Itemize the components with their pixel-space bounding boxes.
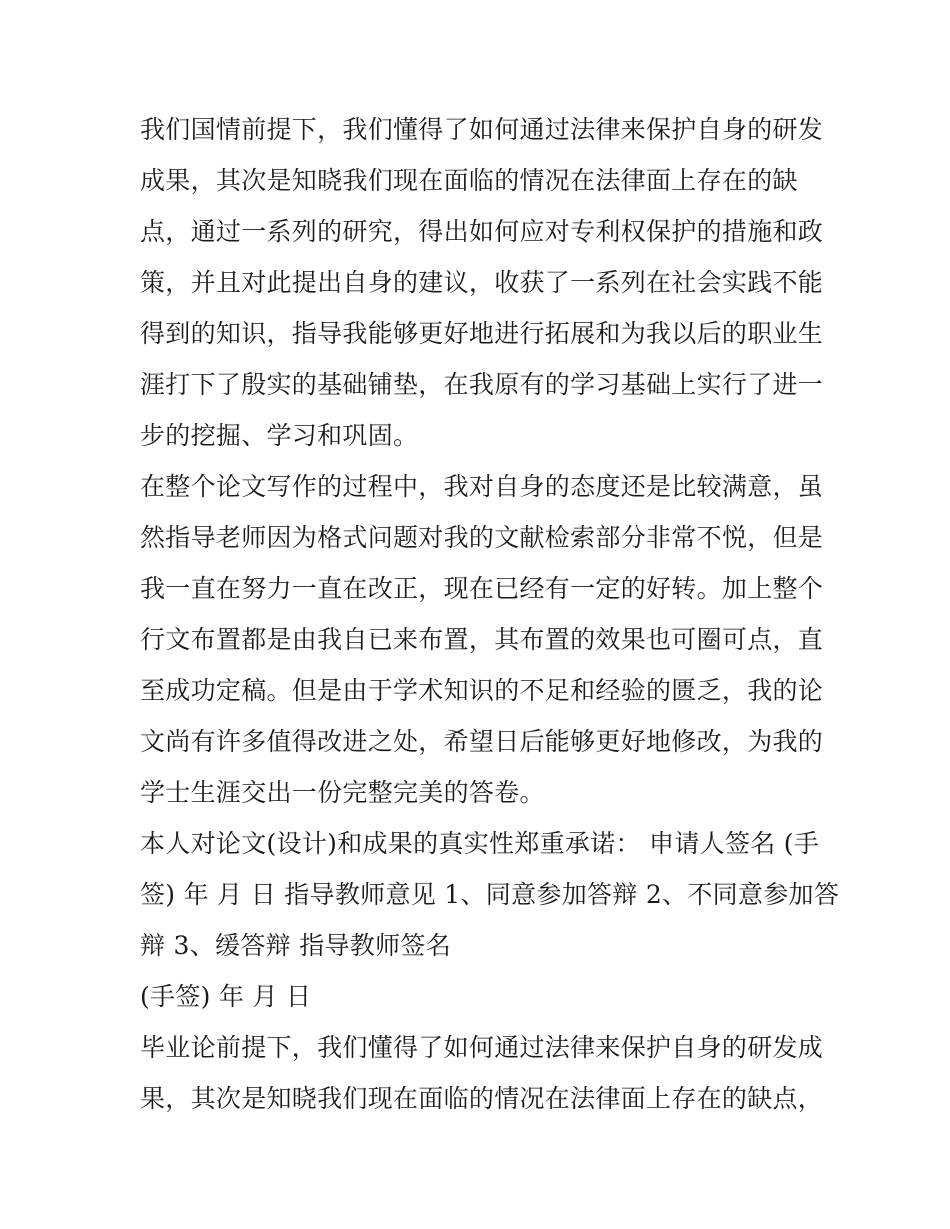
text-line: 文尚有许多值得改进之处，希望日后能够更好地修改，为我的 (140, 727, 824, 756)
text-line: (手签) 年 月 日 (140, 982, 312, 1011)
text-line: 签) 年 月 日 指导教师意见 1、同意参加答辩 2、不同意参加答 (140, 880, 840, 909)
text-line: 我们国情前提下，我们懂得了如何通过法律来保护自身的研发 (140, 115, 824, 144)
text-line: 得到的知识，指导我能够更好地进行拓展和为我以后的职业生 (140, 319, 824, 348)
text-line: 行文布置都是由我自已来布置，其布置的效果也可圈可点，直 (140, 625, 824, 654)
text-line: 学士生涯交出一份完整完美的答卷。 (140, 778, 545, 807)
text-line: 在整个论文写作的过程中，我对自身的态度还是比较满意，虽 (140, 472, 824, 501)
text-line: 果，其次是知晓我们现在面临的情况在法律面上存在的缺点， (140, 1084, 824, 1113)
text-line: 成果，其次是知晓我们现在面临的情况在法律面上存在的缺 (140, 166, 798, 195)
text-line: 本人对论文(设计)和成果的真实性郑重承诺： 申请人签名 (手 (140, 829, 820, 858)
text-line: 毕业论前提下，我们懂得了如何通过法律来保护自身的研发成 (140, 1033, 824, 1062)
text-line: 至成功定稿。但是由于学术知识的不足和经验的匮乏，我的论 (140, 676, 824, 705)
text-line: 策，并且对此提出自身的建议，收获了一系列在社会实践不能 (140, 268, 824, 297)
text-line: 点，通过一系列的研究，得出如何应对专利权保护的措施和政 (140, 217, 824, 246)
text-line: 我一直在努力一直在改正，现在已经有一定的好转。加上整个 (140, 574, 824, 603)
text-line: 涯打下了殷实的基础铺垫，在我原有的学习基础上实行了进一 (140, 370, 824, 399)
text-line: 步的挖掘、学习和巩固。 (140, 421, 419, 450)
text-line: 辩 3、缓答辩 指导教师签名 (140, 931, 452, 960)
text-line: 然指导老师因为格式问题对我的文献检索部分非常不悦，但是 (140, 523, 824, 552)
